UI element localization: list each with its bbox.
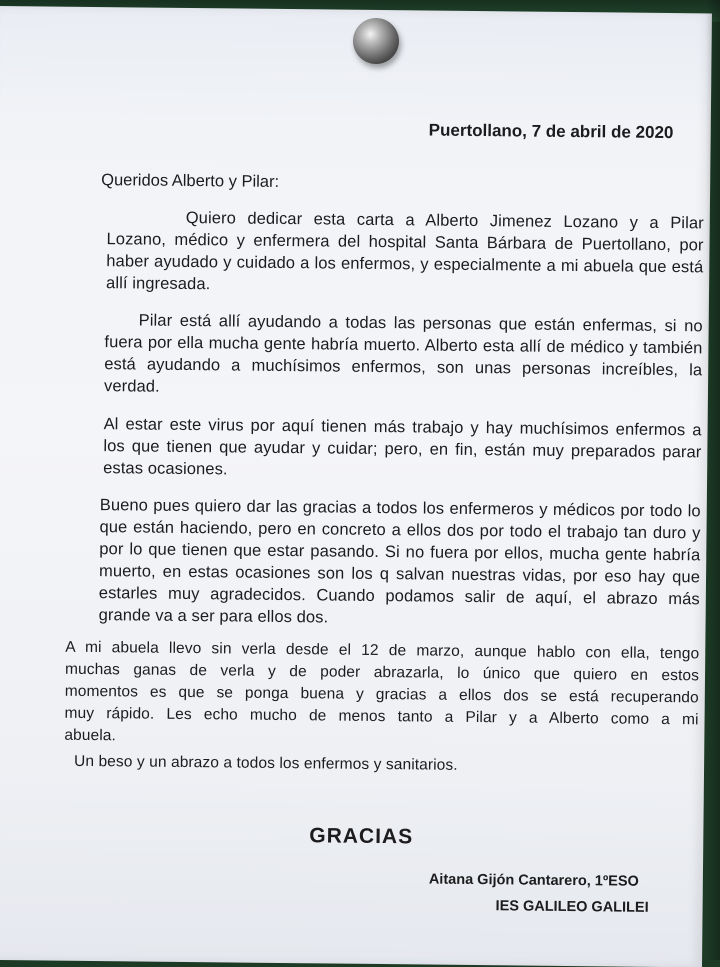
paragraph-2-line-2: fuera por ella mucha gente habría muerto. Alberto esta allí de médico y también (104, 333, 703, 358)
signature-school: IES GALILEO GALILEI (495, 898, 649, 916)
letter-date: Puertollano, 7 de abril de 2020 (428, 120, 674, 143)
paragraph-4-line-4: muerto, en estas ocasiones son los q salvan nuestras vidas, por eso hay que (98, 562, 701, 587)
paragraph-5-line-3: momentos es que se ponga buena y gracias a ellos dos se está recuperando (64, 682, 699, 707)
paragraph-5-line-4: muy rápido. Les echo mucho de menos tanto a Pilar y a Alberto como a mi (64, 704, 699, 729)
paragraph-4-line-1: Bueno pues quiero dar las gracias a todos los enfermeros y médicos por todo lo (99, 496, 701, 521)
paragraph-4-line-5: estarles muy agradecidos. Cuando podamos salir de aquí, el abrazo más (98, 584, 700, 609)
paragraph-2-line-1: Pilar está allí ayudando a todas las personas que están enfermas, si no (138, 311, 703, 336)
paragraph-4-line-6: grande va a ser para ellos dos. (98, 606, 329, 627)
letter-greeting: Queridos Alberto y Pilar: (101, 171, 280, 191)
paragraph-3-line-3: estas ocasiones. (103, 459, 228, 479)
paragraph-2-line-4: verdad. (103, 377, 160, 396)
paragraph-3-line-2: los que tienen que ayudar y cuidar; pero, en fin, están muy preparados parar (103, 437, 702, 462)
letter-paper (0, 6, 712, 967)
paragraph-1-line-4: allí ingresada. (106, 274, 211, 294)
paragraph-6-line-1: Un beso y un abrazo a todos los enfermos y sanitarios. (74, 752, 458, 774)
paragraph-4-line-2: que están haciendo, pero en concreto a ellos dos por todo el trabajo tan duro y (99, 518, 701, 543)
paragraph-5-line-1: A mi abuela llevo sin verla desde el 12 de marzo, aunque hablo con ella, tengo (65, 638, 700, 663)
paragraph-4-line-3: por lo que tienen que estar pasando. Si no fuera por ellos, mucha gente habría (99, 540, 701, 565)
closing-thanks: GRACIAS (309, 824, 414, 849)
paragraph-1-line-1: Quiero dedicar esta carta a Alberto Jimenez Lozano y a Pilar (185, 208, 704, 233)
paragraph-2-line-3: está ayudando a muchísimos enfermos, son unas personas increíbles, la (104, 355, 703, 380)
paragraph-1-line-3: haber ayudado y cuidado a los enfermos, y especialmente a mi abuela que está (106, 252, 704, 277)
page-edge-shadow (706, 0, 720, 960)
thumbtack-icon (353, 18, 399, 64)
paragraph-5-line-5: abuela. (64, 726, 117, 745)
paragraph-1-line-2: Lozano, médico y enfermera del hospital Santa Bárbara de Puertollano, por (106, 230, 704, 255)
signature-name: Aitana Gijón Cantarero, 1ºESO (428, 871, 639, 890)
paragraph-5-line-2: muchas ganas de verla y de poder abrazarla, lo único que quiero en estos (64, 660, 700, 685)
paragraph-3-line-1: Al estar este virus por aquí tienen más trabajo y hay muchísimos enfermos a (103, 415, 702, 440)
